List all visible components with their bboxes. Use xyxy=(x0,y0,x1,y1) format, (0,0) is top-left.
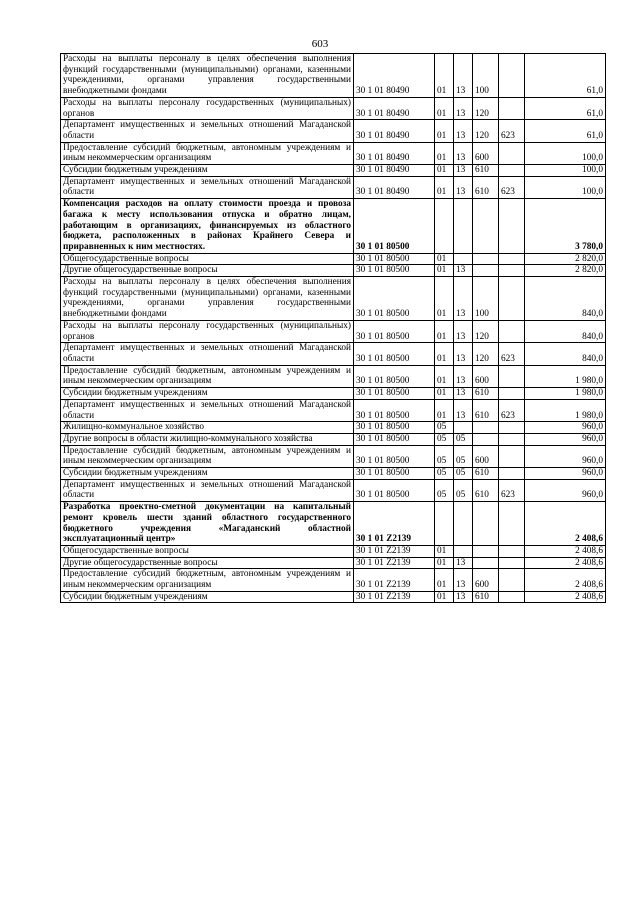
item-name-cell: Расходы на выплаты персоналу в целях обеспечения выполнения функций государственными (муниципальными) органами, казенными учреждениями, органами управления государственными внебюджетными фондами xyxy=(61,54,354,98)
item-name-cell: Департамент имущественных и земельных отношений Магаданской области xyxy=(61,399,354,421)
expense-type-cell: 600 xyxy=(473,569,499,591)
department-code-cell: 623 xyxy=(499,399,525,421)
target-code-cell: 30 1 01 80500 xyxy=(354,277,435,321)
expense-type-cell xyxy=(473,545,499,557)
target-code-cell: 30 1 01 80500 xyxy=(354,265,435,277)
department-code-cell xyxy=(499,569,525,591)
subsection-cell: 13 xyxy=(454,320,473,342)
subsection-cell: 13 xyxy=(454,591,473,603)
department-code-cell: 623 xyxy=(499,176,525,198)
department-code-cell xyxy=(499,433,525,445)
expense-type-cell: 610 xyxy=(473,388,499,400)
amount-cell: 1 980,0 xyxy=(525,399,606,421)
target-code-cell: 30 1 01 80500 xyxy=(354,343,435,365)
amount-cell: 2 408,6 xyxy=(525,557,606,569)
subsection-cell xyxy=(454,502,473,546)
page-number: 603 xyxy=(311,38,329,50)
item-name-cell: Расходы на выплаты персоналу государственных (муниципальных) органов xyxy=(61,97,354,119)
table-row xyxy=(61,176,606,198)
department-code-cell xyxy=(499,388,525,400)
amount-cell: 3 780,0 xyxy=(525,199,606,254)
department-code-cell xyxy=(499,142,525,164)
subsection-cell: 13 xyxy=(454,399,473,421)
subsection-cell: 13 xyxy=(454,120,473,142)
subsection-cell: 13 xyxy=(454,277,473,321)
amount-cell: 61,0 xyxy=(525,97,606,119)
amount-cell: 840,0 xyxy=(525,277,606,321)
subsection-cell: 13 xyxy=(454,265,473,277)
subsection-cell: 13 xyxy=(454,97,473,119)
expense-type-cell: 600 xyxy=(473,365,499,387)
budget-table-body xyxy=(61,54,606,603)
section-cell: 01 xyxy=(435,176,454,198)
section-cell: 01 xyxy=(435,320,454,342)
item-name-cell: Другие общегосударственные вопросы xyxy=(61,557,354,569)
subsection-cell: 13 xyxy=(454,365,473,387)
table-row xyxy=(61,120,606,142)
section-cell: 01 xyxy=(435,97,454,119)
department-code-cell xyxy=(499,165,525,177)
item-name-cell: Компенсация расходов на оплату стоимости проезда и провоза багажа к месту использования отпуска и обратно лицам, работающим в организациях, финансируемых из областного бюджета, расположенных в районах Крайнего Севера и приравненных к ним местностях. xyxy=(61,199,354,254)
table-row xyxy=(61,591,606,603)
item-name-cell: Общегосударственные вопросы xyxy=(61,253,354,265)
department-code-cell xyxy=(499,422,525,434)
expense-type-cell: 610 xyxy=(473,468,499,480)
item-name-cell: Общегосударственные вопросы xyxy=(61,545,354,557)
department-code-cell xyxy=(499,545,525,557)
item-name-cell: Предоставление субсидий бюджетным, автономным учреждениям и иным некоммерческим организациям xyxy=(61,569,354,591)
table-row xyxy=(61,343,606,365)
expense-type-cell xyxy=(473,265,499,277)
subsection-cell: 13 xyxy=(454,54,473,98)
subsection-cell: 13 xyxy=(454,176,473,198)
subsection-cell: 13 xyxy=(454,343,473,365)
table-row xyxy=(61,569,606,591)
amount-cell: 2 408,6 xyxy=(525,591,606,603)
target-code-cell: 30 1 01 80500 xyxy=(354,320,435,342)
section-cell: 01 xyxy=(435,399,454,421)
department-code-cell xyxy=(499,54,525,98)
expense-type-cell: 610 xyxy=(473,479,499,501)
subsection-cell: 05 xyxy=(454,468,473,480)
target-code-cell: 30 1 01 Z2139 xyxy=(354,502,435,546)
section-cell: 01 xyxy=(435,388,454,400)
item-name-cell: Расходы на выплаты персоналу в целях обеспечения выполнения функций государственными (муниципальными) органами, казенными учреждениями, органами управления государственными внебюджетными фондами xyxy=(61,277,354,321)
table-row xyxy=(61,445,606,467)
expense-type-cell xyxy=(473,502,499,546)
section-cell: 01 xyxy=(435,142,454,164)
department-code-cell xyxy=(499,320,525,342)
department-code-cell xyxy=(499,365,525,387)
target-code-cell: 30 1 01 80500 xyxy=(354,388,435,400)
section-cell: 05 xyxy=(435,422,454,434)
target-code-cell: 30 1 01 Z2139 xyxy=(354,591,435,603)
amount-cell: 61,0 xyxy=(525,120,606,142)
table-row xyxy=(61,557,606,569)
section-cell: 01 xyxy=(435,277,454,321)
target-code-cell: 30 1 01 80490 xyxy=(354,97,435,119)
expense-type-cell: 100 xyxy=(473,277,499,321)
table-row xyxy=(61,399,606,421)
amount-cell: 100,0 xyxy=(525,165,606,177)
department-code-cell: 623 xyxy=(499,120,525,142)
table-row xyxy=(61,199,606,254)
expense-type-cell: 610 xyxy=(473,399,499,421)
section-cell: 05 xyxy=(435,433,454,445)
item-name-cell: Департамент имущественных и земельных отношений Магаданской области xyxy=(61,343,354,365)
amount-cell: 960,0 xyxy=(525,422,606,434)
amount-cell: 2 408,6 xyxy=(525,502,606,546)
target-code-cell: 30 1 01 80500 xyxy=(354,399,435,421)
target-code-cell: 30 1 01 Z2139 xyxy=(354,545,435,557)
subsection-cell: 05 xyxy=(454,479,473,501)
item-name-cell: Субсидии бюджетным учреждениям xyxy=(61,388,354,400)
table-row xyxy=(61,545,606,557)
expense-type-cell: 120 xyxy=(473,320,499,342)
amount-cell: 2 408,6 xyxy=(525,545,606,557)
subsection-cell xyxy=(454,199,473,254)
subsection-cell: 13 xyxy=(454,388,473,400)
department-code-cell xyxy=(499,557,525,569)
department-code-cell: 623 xyxy=(499,479,525,501)
expense-type-cell xyxy=(473,253,499,265)
section-cell: 01 xyxy=(435,54,454,98)
department-code-cell xyxy=(499,97,525,119)
item-name-cell: Департамент имущественных и земельных отношений Магаданской области xyxy=(61,479,354,501)
expense-type-cell: 120 xyxy=(473,120,499,142)
amount-cell: 840,0 xyxy=(525,343,606,365)
budget-table xyxy=(60,53,606,603)
target-code-cell: 30 1 01 80490 xyxy=(354,54,435,98)
target-code-cell: 30 1 01 Z2139 xyxy=(354,569,435,591)
subsection-cell xyxy=(454,253,473,265)
expense-type-cell: 120 xyxy=(473,97,499,119)
table-row xyxy=(61,277,606,321)
department-code-cell xyxy=(499,502,525,546)
item-name-cell: Субсидии бюджетным учреждениям xyxy=(61,165,354,177)
subsection-cell xyxy=(454,422,473,434)
target-code-cell: 30 1 01 80500 xyxy=(354,199,435,254)
target-code-cell: 30 1 01 80500 xyxy=(354,422,435,434)
expense-type-cell xyxy=(473,199,499,254)
target-code-cell: 30 1 01 80500 xyxy=(354,479,435,501)
target-code-cell: 30 1 01 80500 xyxy=(354,445,435,467)
item-name-cell: Другие вопросы в области жилищно-коммунального хозяйства xyxy=(61,433,354,445)
target-code-cell: 30 1 01 80490 xyxy=(354,120,435,142)
amount-cell: 2 820,0 xyxy=(525,265,606,277)
department-code-cell xyxy=(499,591,525,603)
table-row xyxy=(61,422,606,434)
subsection-cell: 13 xyxy=(454,142,473,164)
amount-cell: 960,0 xyxy=(525,468,606,480)
target-code-cell: 30 1 01 80500 xyxy=(354,253,435,265)
section-cell: 05 xyxy=(435,445,454,467)
amount-cell: 960,0 xyxy=(525,479,606,501)
table-row xyxy=(61,388,606,400)
target-code-cell: 30 1 01 80500 xyxy=(354,433,435,445)
section-cell: 01 xyxy=(435,265,454,277)
table-row xyxy=(61,253,606,265)
item-name-cell: Департамент имущественных и земельных отношений Магаданской области xyxy=(61,176,354,198)
amount-cell: 840,0 xyxy=(525,320,606,342)
subsection-cell: 13 xyxy=(454,165,473,177)
item-name-cell: Субсидии бюджетным учреждениям xyxy=(61,591,354,603)
table-row xyxy=(61,502,606,546)
table-row xyxy=(61,433,606,445)
item-name-cell: Расходы на выплаты персоналу государственных (муниципальных) органов xyxy=(61,320,354,342)
section-cell: 05 xyxy=(435,479,454,501)
target-code-cell: 30 1 01 80490 xyxy=(354,176,435,198)
expense-type-cell: 600 xyxy=(473,142,499,164)
expense-type-cell: 600 xyxy=(473,445,499,467)
section-cell: 01 xyxy=(435,120,454,142)
item-name-cell: Субсидии бюджетным учреждениям xyxy=(61,468,354,480)
target-code-cell: 30 1 01 80490 xyxy=(354,142,435,164)
department-code-cell xyxy=(499,265,525,277)
section-cell: 01 xyxy=(435,591,454,603)
item-name-cell: Департамент имущественных и земельных отношений Магаданской области xyxy=(61,120,354,142)
department-code-cell xyxy=(499,468,525,480)
target-code-cell: 30 1 01 80490 xyxy=(354,165,435,177)
table-row xyxy=(61,265,606,277)
item-name-cell: Предоставление субсидий бюджетным, автономным учреждениям и иным некоммерческим организациям xyxy=(61,142,354,164)
amount-cell: 960,0 xyxy=(525,433,606,445)
expense-type-cell: 610 xyxy=(473,165,499,177)
table-row xyxy=(61,142,606,164)
section-cell xyxy=(435,502,454,546)
amount-cell: 2 820,0 xyxy=(525,253,606,265)
section-cell: 01 xyxy=(435,545,454,557)
department-code-cell: 623 xyxy=(499,343,525,365)
section-cell: 01 xyxy=(435,557,454,569)
amount-cell: 960,0 xyxy=(525,445,606,467)
table-row xyxy=(61,54,606,98)
expense-type-cell: 120 xyxy=(473,343,499,365)
expense-type-cell xyxy=(473,557,499,569)
target-code-cell: 30 1 01 80500 xyxy=(354,468,435,480)
expense-type-cell xyxy=(473,433,499,445)
amount-cell: 61,0 xyxy=(525,54,606,98)
department-code-cell xyxy=(499,253,525,265)
subsection-cell xyxy=(454,545,473,557)
target-code-cell: 30 1 01 Z2139 xyxy=(354,557,435,569)
expense-type-cell: 100 xyxy=(473,54,499,98)
subsection-cell: 05 xyxy=(454,433,473,445)
section-cell xyxy=(435,199,454,254)
section-cell: 01 xyxy=(435,365,454,387)
subsection-cell: 05 xyxy=(454,445,473,467)
section-cell: 01 xyxy=(435,165,454,177)
department-code-cell xyxy=(499,445,525,467)
table-row xyxy=(61,468,606,480)
item-name-cell: Разработка проектно-сметной документации на капитальный ремонт кровель шести зданий областного государственного бюджетного учреждения «Магаданский областной эксплуатационный центр» xyxy=(61,502,354,546)
amount-cell: 1 980,0 xyxy=(525,365,606,387)
table-row xyxy=(61,320,606,342)
item-name-cell: Жилищно-коммунальное хозяйство xyxy=(61,422,354,434)
table-row xyxy=(61,165,606,177)
table-row xyxy=(61,97,606,119)
subsection-cell: 13 xyxy=(454,569,473,591)
item-name-cell: Предоставление субсидий бюджетным, автономным учреждениям и иным некоммерческим организациям xyxy=(61,365,354,387)
table-row xyxy=(61,365,606,387)
subsection-cell: 13 xyxy=(454,557,473,569)
table-row xyxy=(61,479,606,501)
amount-cell: 2 408,6 xyxy=(525,569,606,591)
section-cell: 01 xyxy=(435,343,454,365)
department-code-cell xyxy=(499,199,525,254)
section-cell: 01 xyxy=(435,253,454,265)
section-cell: 05 xyxy=(435,468,454,480)
department-code-cell xyxy=(499,277,525,321)
item-name-cell: Предоставление субсидий бюджетным, автономным учреждениям и иным некоммерческим организациям xyxy=(61,445,354,467)
amount-cell: 100,0 xyxy=(525,176,606,198)
item-name-cell: Другие общегосударственные вопросы xyxy=(61,265,354,277)
expense-type-cell xyxy=(473,422,499,434)
target-code-cell: 30 1 01 80500 xyxy=(354,365,435,387)
expense-type-cell: 610 xyxy=(473,591,499,603)
expense-type-cell: 610 xyxy=(473,176,499,198)
section-cell: 01 xyxy=(435,569,454,591)
amount-cell: 100,0 xyxy=(525,142,606,164)
amount-cell: 1 980,0 xyxy=(525,388,606,400)
